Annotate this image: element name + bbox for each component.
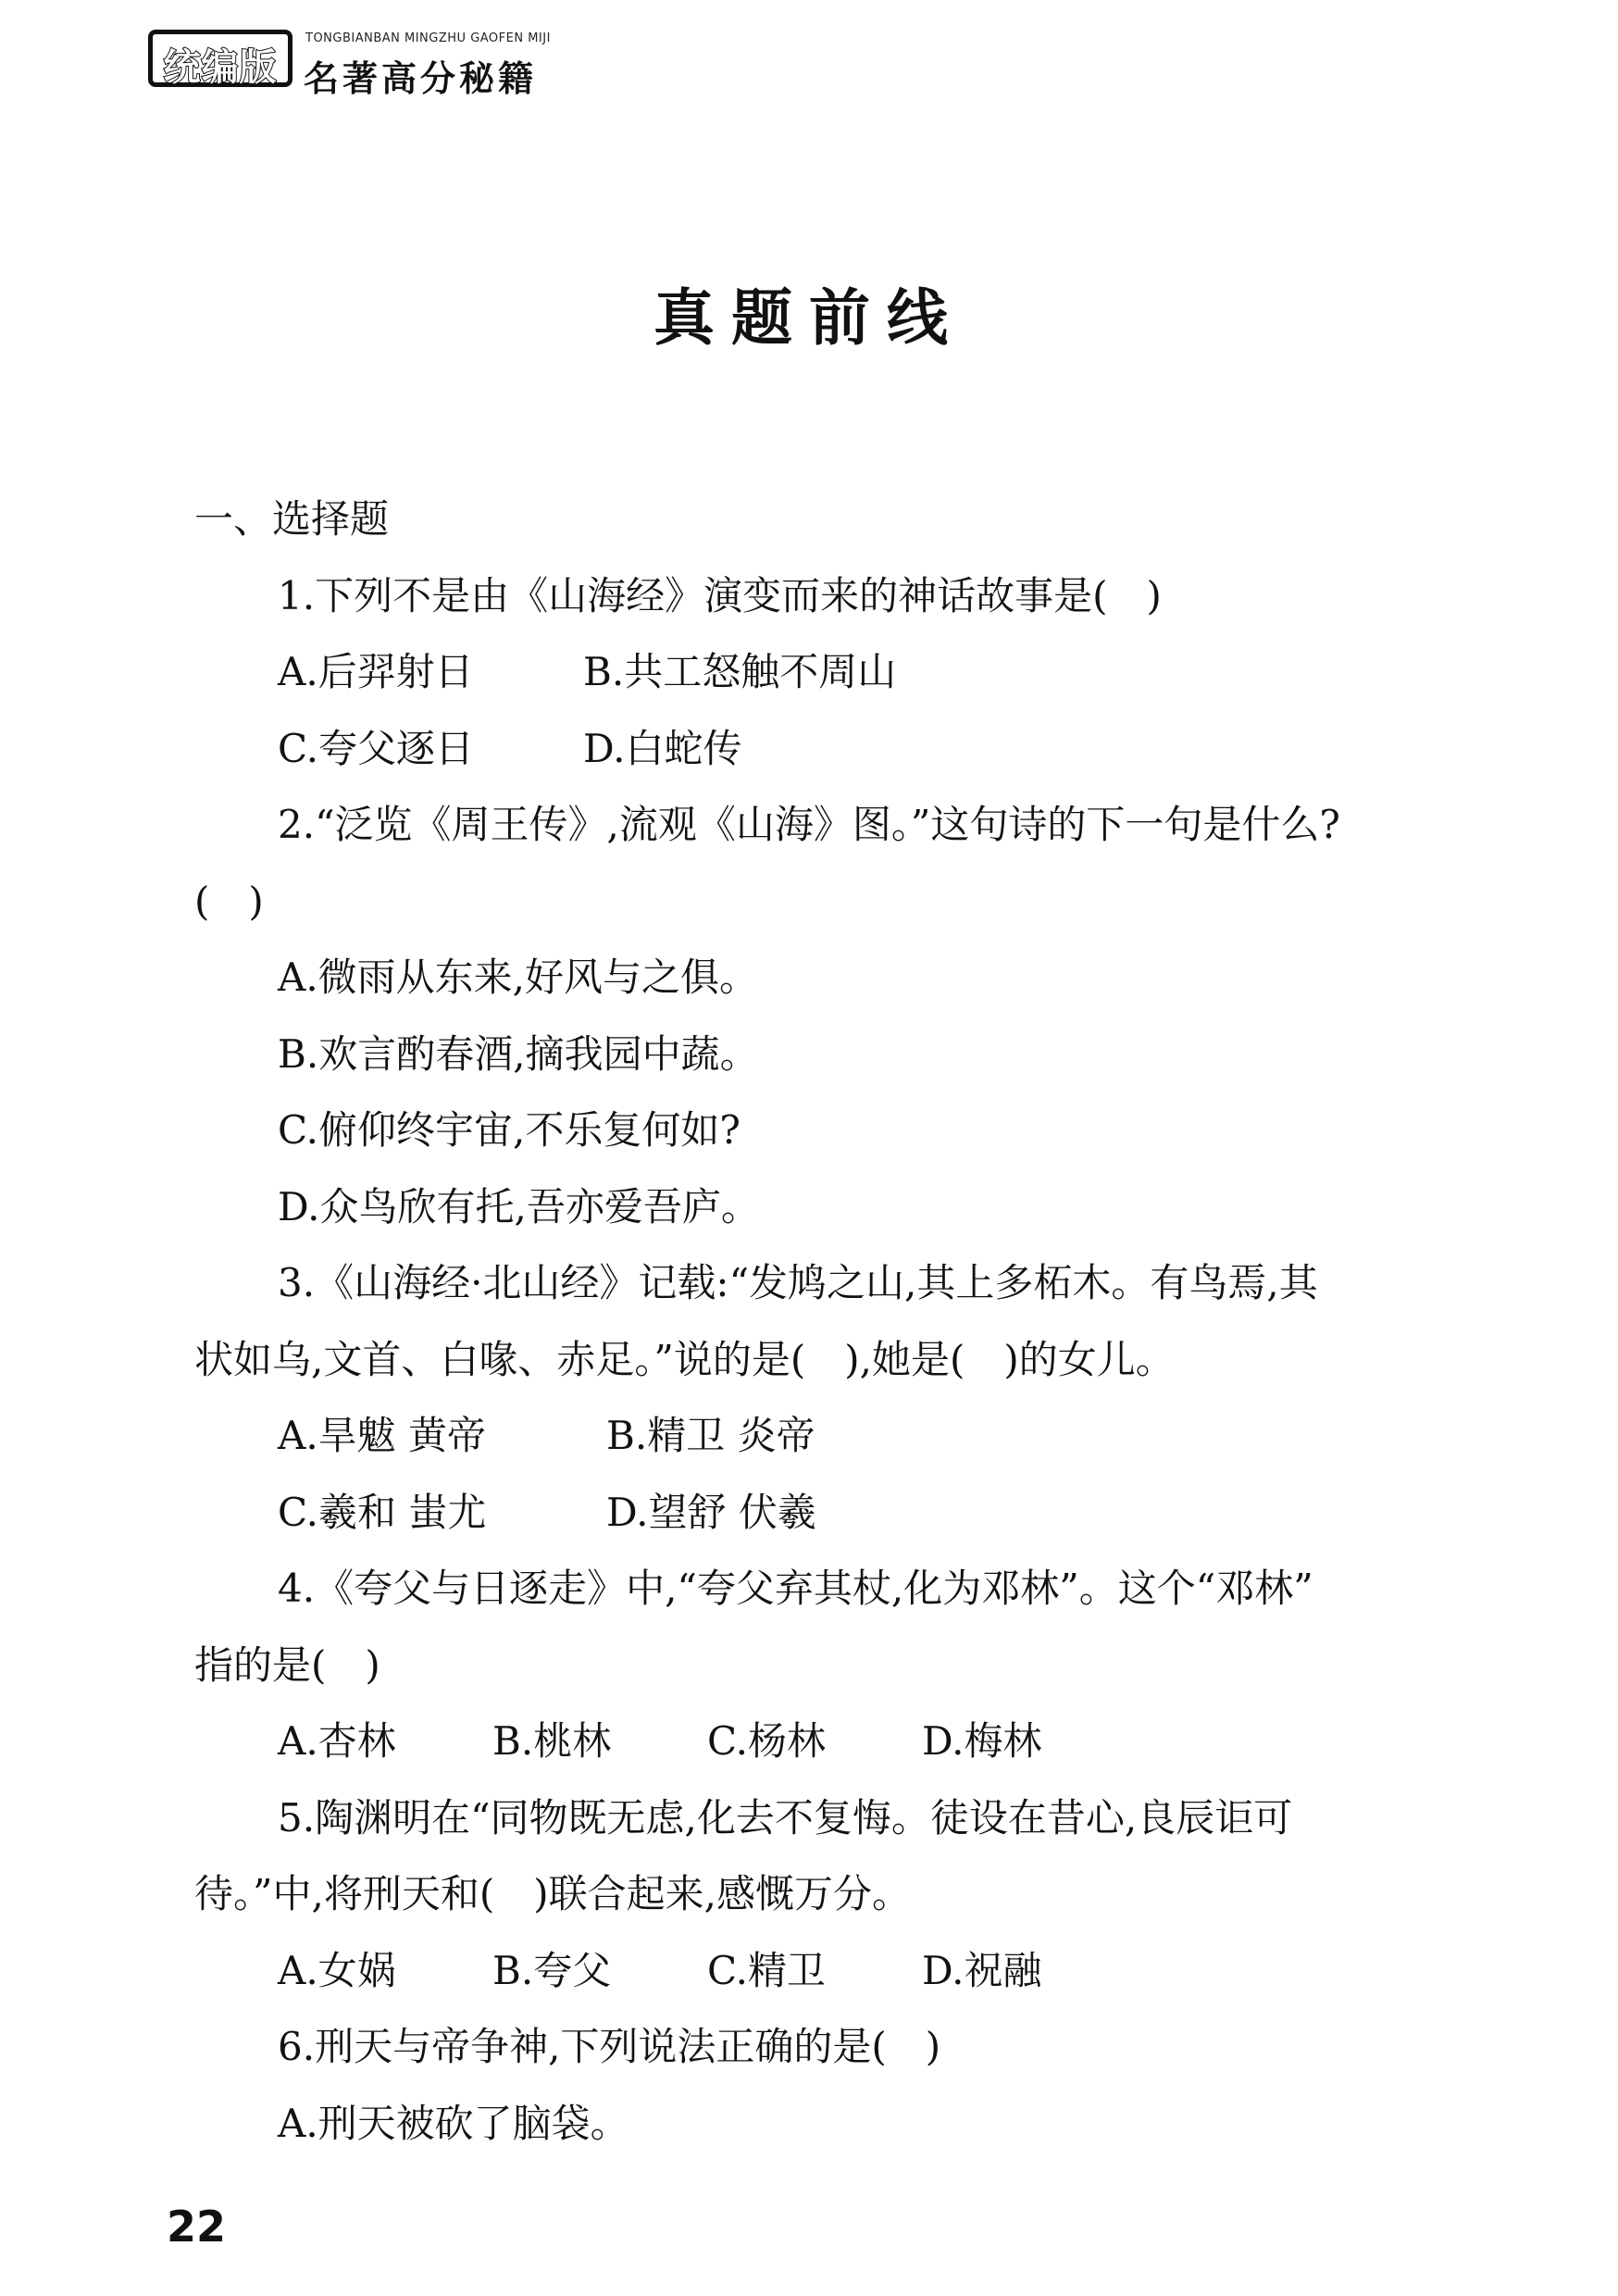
brand-text: 统编版 <box>163 46 278 89</box>
question-2-option-c: C.俯仰终宇宙,不乐复何如? <box>278 1107 741 1153</box>
page-title: 真题前线 <box>653 281 965 354</box>
question-4-option-d: D.梅林 <box>922 1718 1042 1764</box>
question-3-stem-continued: 状如乌,文首、白喙、赤足。”说的是( ),她是( )的女儿。 <box>194 1336 1175 1382</box>
series-pinyin: TONGBIANBAN MINGZHU GAOFEN MIJI <box>305 31 551 45</box>
question-2-option-b: B.欢言酌春酒,摘我园中蔬。 <box>278 1030 759 1077</box>
question-5-stem-continued: 待。”中,将刑天和( )联合起来,感慨万分。 <box>194 1871 911 1916</box>
question-5-option-c: C.精卫 <box>707 1947 826 1993</box>
question-5-options <box>194 1933 1435 2010</box>
brand-logo <box>148 30 292 87</box>
question-4-option-c: C.杨林 <box>707 1718 826 1764</box>
question-1-option-c: C.夸父逐日 <box>278 725 474 771</box>
series-title: 名著高分秘籍 <box>304 58 538 99</box>
question-1-option-a: A.后羿射日 <box>278 649 474 694</box>
question-3-option-b: B.精卫 炎帝 <box>606 1413 815 1458</box>
question-5-option-a: A.女娲 <box>278 1947 396 1993</box>
question-4-options <box>194 1703 1435 1780</box>
question-1-options-row-2 <box>194 711 1435 788</box>
question-4-stem-continued: 指的是( ) <box>194 1641 380 1688</box>
question-5-stem: 5.陶渊明在“同物既无虑,化去不复悔。徒设在昔心,良辰讵可 <box>278 1794 1293 1841</box>
page-number: 22 <box>167 2202 227 2252</box>
running-header <box>148 24 555 99</box>
section-heading: 一、选择题 <box>194 496 390 542</box>
question-2-option-a: A.微雨从东来,好风与之俱。 <box>278 955 759 1000</box>
question-3-option-a: A.旱魃 黄帝 <box>278 1413 487 1458</box>
question-2-stem-continued: ( ) <box>194 878 264 924</box>
question-3-option-c: C.羲和 蚩尤 <box>278 1489 487 1535</box>
question-2-option-d: D.众鸟欣有托,吾亦爱吾庐。 <box>278 1183 760 1229</box>
question-5-option-d: D.祝融 <box>922 1947 1042 1993</box>
question-3-options-row-1 <box>194 1398 1435 1475</box>
question-6-option-a: A.刑天被砍了脑袋。 <box>278 2100 629 2146</box>
question-4-option-a: A.杏林 <box>278 1718 396 1764</box>
question-3-options-row-2 <box>194 1475 1435 1552</box>
question-1-stem: 1.下列不是由《山海经》演变而来的神话故事是( ) <box>278 572 1162 618</box>
question-5-option-b: B.夸父 <box>492 1947 612 1993</box>
question-1-option-b: B.共工怒触不周山 <box>583 649 897 694</box>
question-list <box>194 481 1435 2162</box>
question-2-stem: 2.“泛览《周王传》,流观《山海》图。”这句诗的下一句是什么? <box>278 802 1340 847</box>
question-4-option-b: B.桃林 <box>492 1718 612 1764</box>
question-3-stem: 3.《山海经·北山经》记载:“发鸠之山,其上多柘木。有鸟焉,其 <box>278 1260 1318 1305</box>
question-1-option-d: D.白蛇传 <box>583 725 742 771</box>
question-6-stem: 6.刑天与帝争神,下列说法正确的是( ) <box>278 2024 941 2069</box>
question-1-options-row-1 <box>194 634 1435 711</box>
question-4-stem: 4.《夸父与日逐走》中,“夸父弃其杖,化为邓林”。这个“邓林” <box>278 1566 1313 1611</box>
question-3-option-d: D.望舒 伏羲 <box>606 1489 816 1535</box>
